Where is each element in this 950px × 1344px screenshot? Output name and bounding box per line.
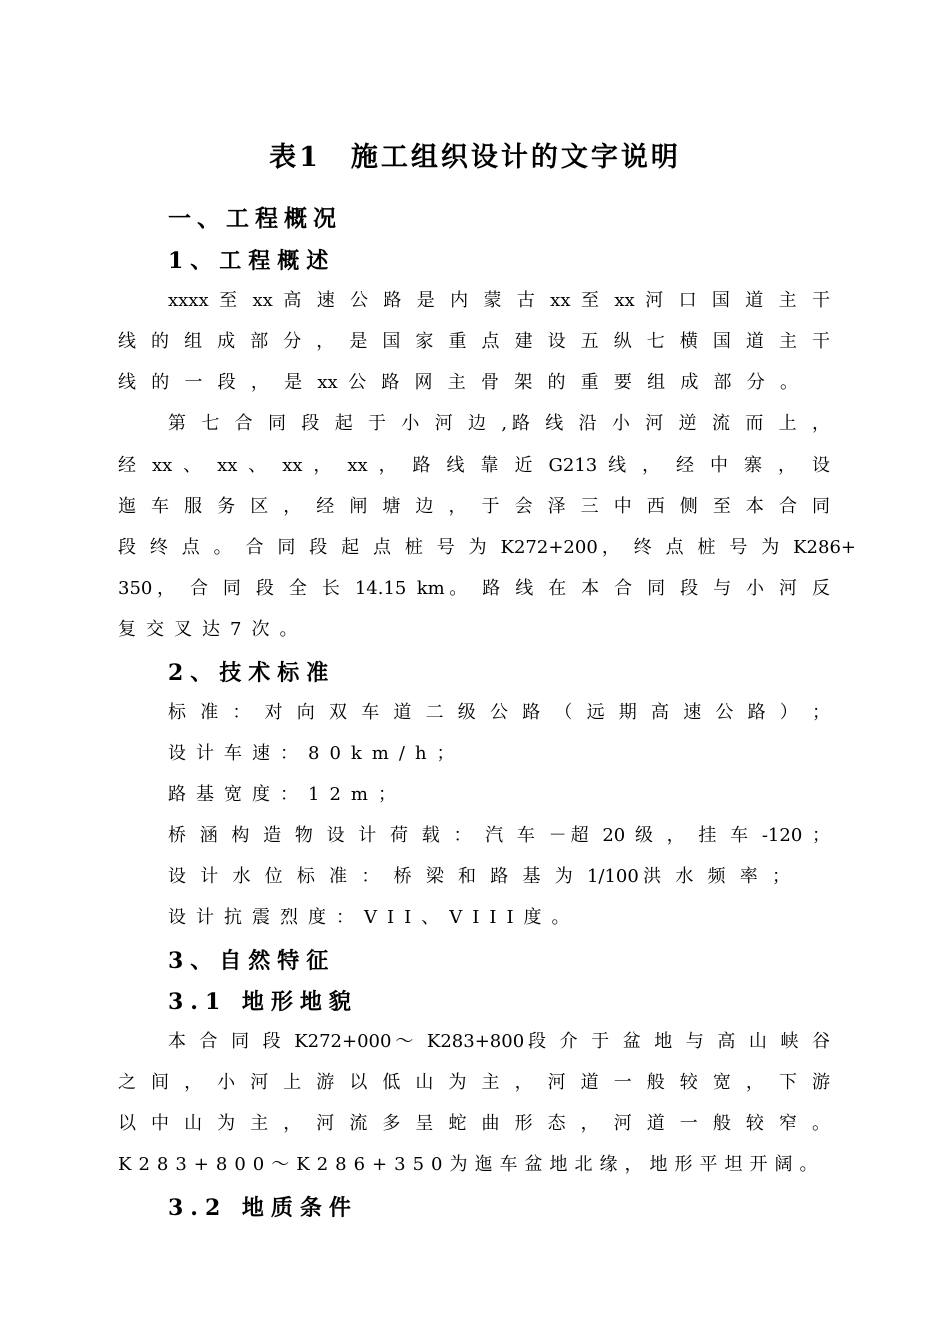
paragraph-line: xxxx 至 xx 高 速 公 路 是 内 蒙 古 xx 至 xx 河 口 国 道 主 干 — [168, 290, 830, 311]
paragraph-line: K283+800～K286+350为迤车盆地北缘，地形平坦开阔。 — [118, 1154, 825, 1175]
paragraph-line: 段 终 点 。 合 同 段 起 点 桩 号 为 K272+200， 终 点 桩 号 为 K286+ — [118, 537, 856, 558]
subsection-heading: 1、工程概述 — [168, 248, 336, 274]
paragraph-line: 复交叉达7次。 — [118, 619, 308, 640]
paragraph-line: 350， 合 同 段 全 长 14.15 km。 路 线 在 本 合 同 段 与 小 河 反 — [118, 578, 830, 599]
page-title: 表1 施工组织设计的文字说明 — [269, 142, 681, 173]
subsection-heading: 3、自然特征 — [168, 948, 336, 974]
paragraph-line: 之 间 ， 小 河 上 游 以 低 山 为 主 ， 河 道 一 般 较 宽 ， 下 游 — [118, 1072, 830, 1093]
standard-line: 设计车速：80km/h； — [168, 743, 465, 764]
subsection-heading: 3.2 地质条件 — [168, 1195, 358, 1221]
paragraph-line: 本 合 同 段 K272+000～ K283+800段 介 于 盆 地 与 高 山 峡 谷 — [168, 1031, 830, 1052]
paragraph-line: 经 xx 、 xx 、 xx ， xx ， 路 线 靠 近 G213 线 ， 经 中 寨 ， 设 — [118, 455, 830, 476]
standard-line: 桥 涵 构 造 物 设 计 荷 载 ： 汽 车 －超 20 级 ， 挂 车 -120 ； — [168, 825, 830, 846]
section-heading: 一、工程概况 — [168, 205, 342, 232]
subsection-heading: 3.1 地形地貌 — [168, 989, 358, 1015]
standard-line: 设 计 水 位 标 准 ： 桥 梁 和 路 基 为 1/100洪 水 频 率 ； — [168, 866, 790, 887]
standard-line: 路基宽度：12m； — [168, 784, 406, 805]
paragraph-line: 线 的 一 段 ， 是 xx 公 路 网 主 骨 架 的 重 要 组 成 部 分 。 — [118, 372, 798, 393]
paragraph-line: 线 的 组 成 部 分 ， 是 国 家 重 点 建 设 五 纵 七 横 国 道 主 干 — [118, 331, 830, 352]
subsection-heading: 2、技术标准 — [168, 660, 336, 686]
paragraph-line: 以 中 山 为 主 ， 河 流 多 呈 蛇 曲 形 态 ， 河 道 一 般 较 窄 。 — [118, 1113, 830, 1134]
standard-line: 设计抗震烈度：VII、VIII度。 — [168, 907, 580, 928]
standard-line: 标 准 ： 对 向 双 车 道 二 级 公 路 （ 远 期 高 速 公 路 ） ； — [168, 702, 830, 723]
paragraph-line: 第 七 合 同 段 起 于 小 河 边 ,路 线 沿 小 河 逆 流 而 上 ， — [168, 413, 830, 434]
paragraph-line: 迤 车 服 务 区 ， 经 闸 塘 边 ， 于 会 泽 三 中 西 侧 至 本 合 同 — [118, 496, 830, 517]
